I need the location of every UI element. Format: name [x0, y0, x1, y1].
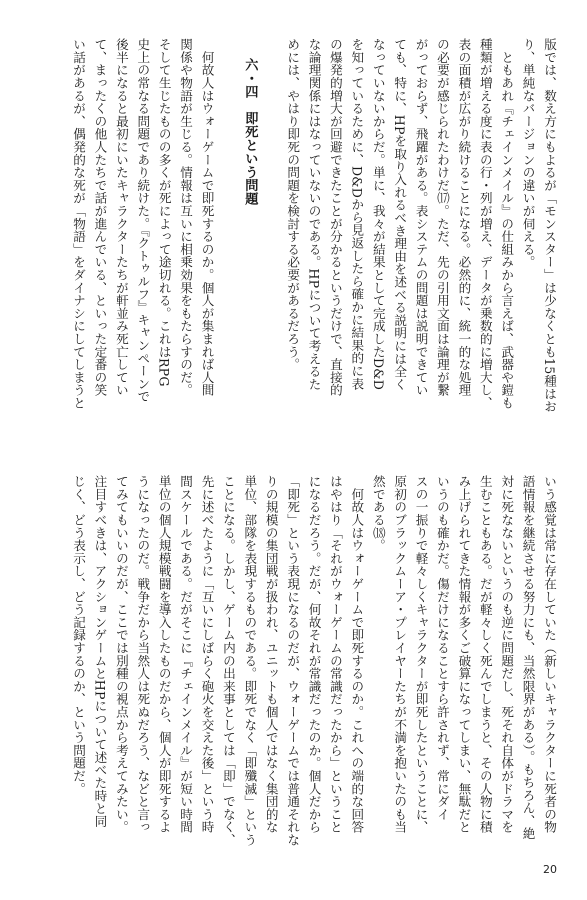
text-column: になるだろう。だが、何故それが常識だったのか。個人だから	[306, 475, 322, 834]
text-column: 何故人はウォーゲームで即死するのか。個人が集まれば人間	[199, 38, 215, 397]
text-column: 後半になると最初にいたキャラクターたちが軒並み死亡してい	[113, 38, 129, 397]
text-column: ても、特に、HPを取り入れるべき理由を述べる説明には全く	[392, 38, 408, 391]
text-column: じく、どう表示し、どう記録するのか、という問題だ。	[71, 475, 87, 795]
lower-text-block	[30, 475, 560, 870]
text-column: 表の面積が広がり続けることになる。必然的に、統一的な処理	[456, 38, 472, 397]
text-column: み上げられてきた情報が多くご破算になってしまい、無駄だと	[456, 475, 472, 834]
text-column: いう感覚は常に存在していた（新しいキャラクターに死者の物	[542, 475, 557, 834]
text-column: がっておらず、飛躍がある。表システムの問題は説明できてい	[413, 38, 429, 397]
text-column: ことになる。しかし、ゲーム内の出来事としては「即」でなく、	[220, 475, 236, 847]
text-column: うになったのだ。戦争だから当然人は死ぬだろう、などと言っ	[135, 475, 151, 834]
text-column: 何故人はウォーゲームで即死するのか。これへの端的な回答	[349, 475, 365, 834]
text-column: の爆発的増大が回避できたことが分かるというだけで、直接的	[327, 38, 343, 397]
text-column: 単位、部隊を表現するものである。即死でなく「即殲滅」という	[242, 475, 258, 847]
text-column: 然である⒅。	[370, 475, 386, 552]
text-column: 先に述べたように「互いにしばらく砲火を交えた後」という時	[199, 475, 215, 834]
text-column: りの規模の集団戦が扱われ、ユニットも個人ではなく集団的な	[263, 475, 279, 834]
text-column: なっていないからだ。単に、我々が結果として完成したD&D	[370, 38, 386, 391]
text-column: て、まったくの他人たちで話が進んでいる、といった定番の笑	[92, 38, 108, 397]
text-column: てみてもいいのだが、ここでは別種の視点から考えてみたい。	[113, 475, 129, 834]
text-column: 史上の常なる問題であり続けた。『クトゥルフ』キャンペーンで	[135, 38, 151, 403]
text-column: 「即死」という表現になるのだが、ウォーゲームでは普通それな	[285, 475, 301, 847]
text-column: り、単純なバージョンの違いが伺える。	[520, 38, 536, 269]
text-column: な論理関係にはなっていないのである。HPについて考えるた	[306, 38, 322, 391]
text-column: 単位の個人規模戦闘を導入したものだから、個人が即死するよ	[156, 475, 172, 834]
text-column: そして生じたものの多くが死によって途切れる。これはRPG	[156, 38, 172, 387]
upper-text-block	[30, 38, 560, 458]
text-column: 原初のブラックムーア・プレイヤーたちが不満を抱いたのも当	[392, 475, 408, 834]
text-column: めには、やはり即死の問題を検討する必要があるだろう。	[285, 38, 301, 371]
text-column: 注目すべきは、アクションゲームとHPについて述べた時と同	[92, 475, 108, 828]
text-column: 関係や物語が生じる。情報は互いに相乗効果をもたらすのだ。	[178, 38, 194, 397]
section-heading: 六・四 即死という問題	[242, 58, 258, 206]
text-column: ともあれ『チェインメイル』の仕組みから言えば、武器や鎧も	[499, 38, 515, 410]
page-number: 20	[543, 863, 557, 876]
text-column: 版では、数え方にもよるが「モンスター」は少なくとも15種はお	[542, 38, 557, 413]
text-column: の必要が感じられたわけだ⒄。ただ、先の引用文面は論理が繋	[434, 38, 450, 397]
text-column: を知っているために、D&Dから見返したら確かに結果的に表	[349, 38, 365, 391]
text-column: 対に死なないというのも逆に問題だし、死それ自体がドラマを	[499, 475, 515, 834]
text-column: 生むこともある。だが軽々しく死んでしまうと、その人物に積	[477, 475, 493, 834]
column-spacer	[218, 38, 239, 458]
text-column: 語情報を継続させる努力にも、当然限界がある）。もちろん、絶	[520, 475, 536, 840]
column-spacer	[260, 38, 281, 458]
text-column: 間スケールである。だがそこに『チェインメイル』が短い時間	[178, 475, 194, 834]
text-column: 種類が増える度に表の行・列が増え、データが乗数的に増大し、	[477, 38, 493, 410]
text-column: いうのも確かだ。傷だけになることすら許されず、常にダイ	[434, 475, 450, 821]
text-column: はやはり「それがウォーゲームの常識だったから」ということ	[327, 475, 343, 834]
text-column: スの一振りで軽々しくキャラクターが即死したということに、	[413, 475, 429, 834]
text-column: い話があるが、偶発的な死が「物語」をダイナシにしてしまうと	[71, 38, 87, 410]
